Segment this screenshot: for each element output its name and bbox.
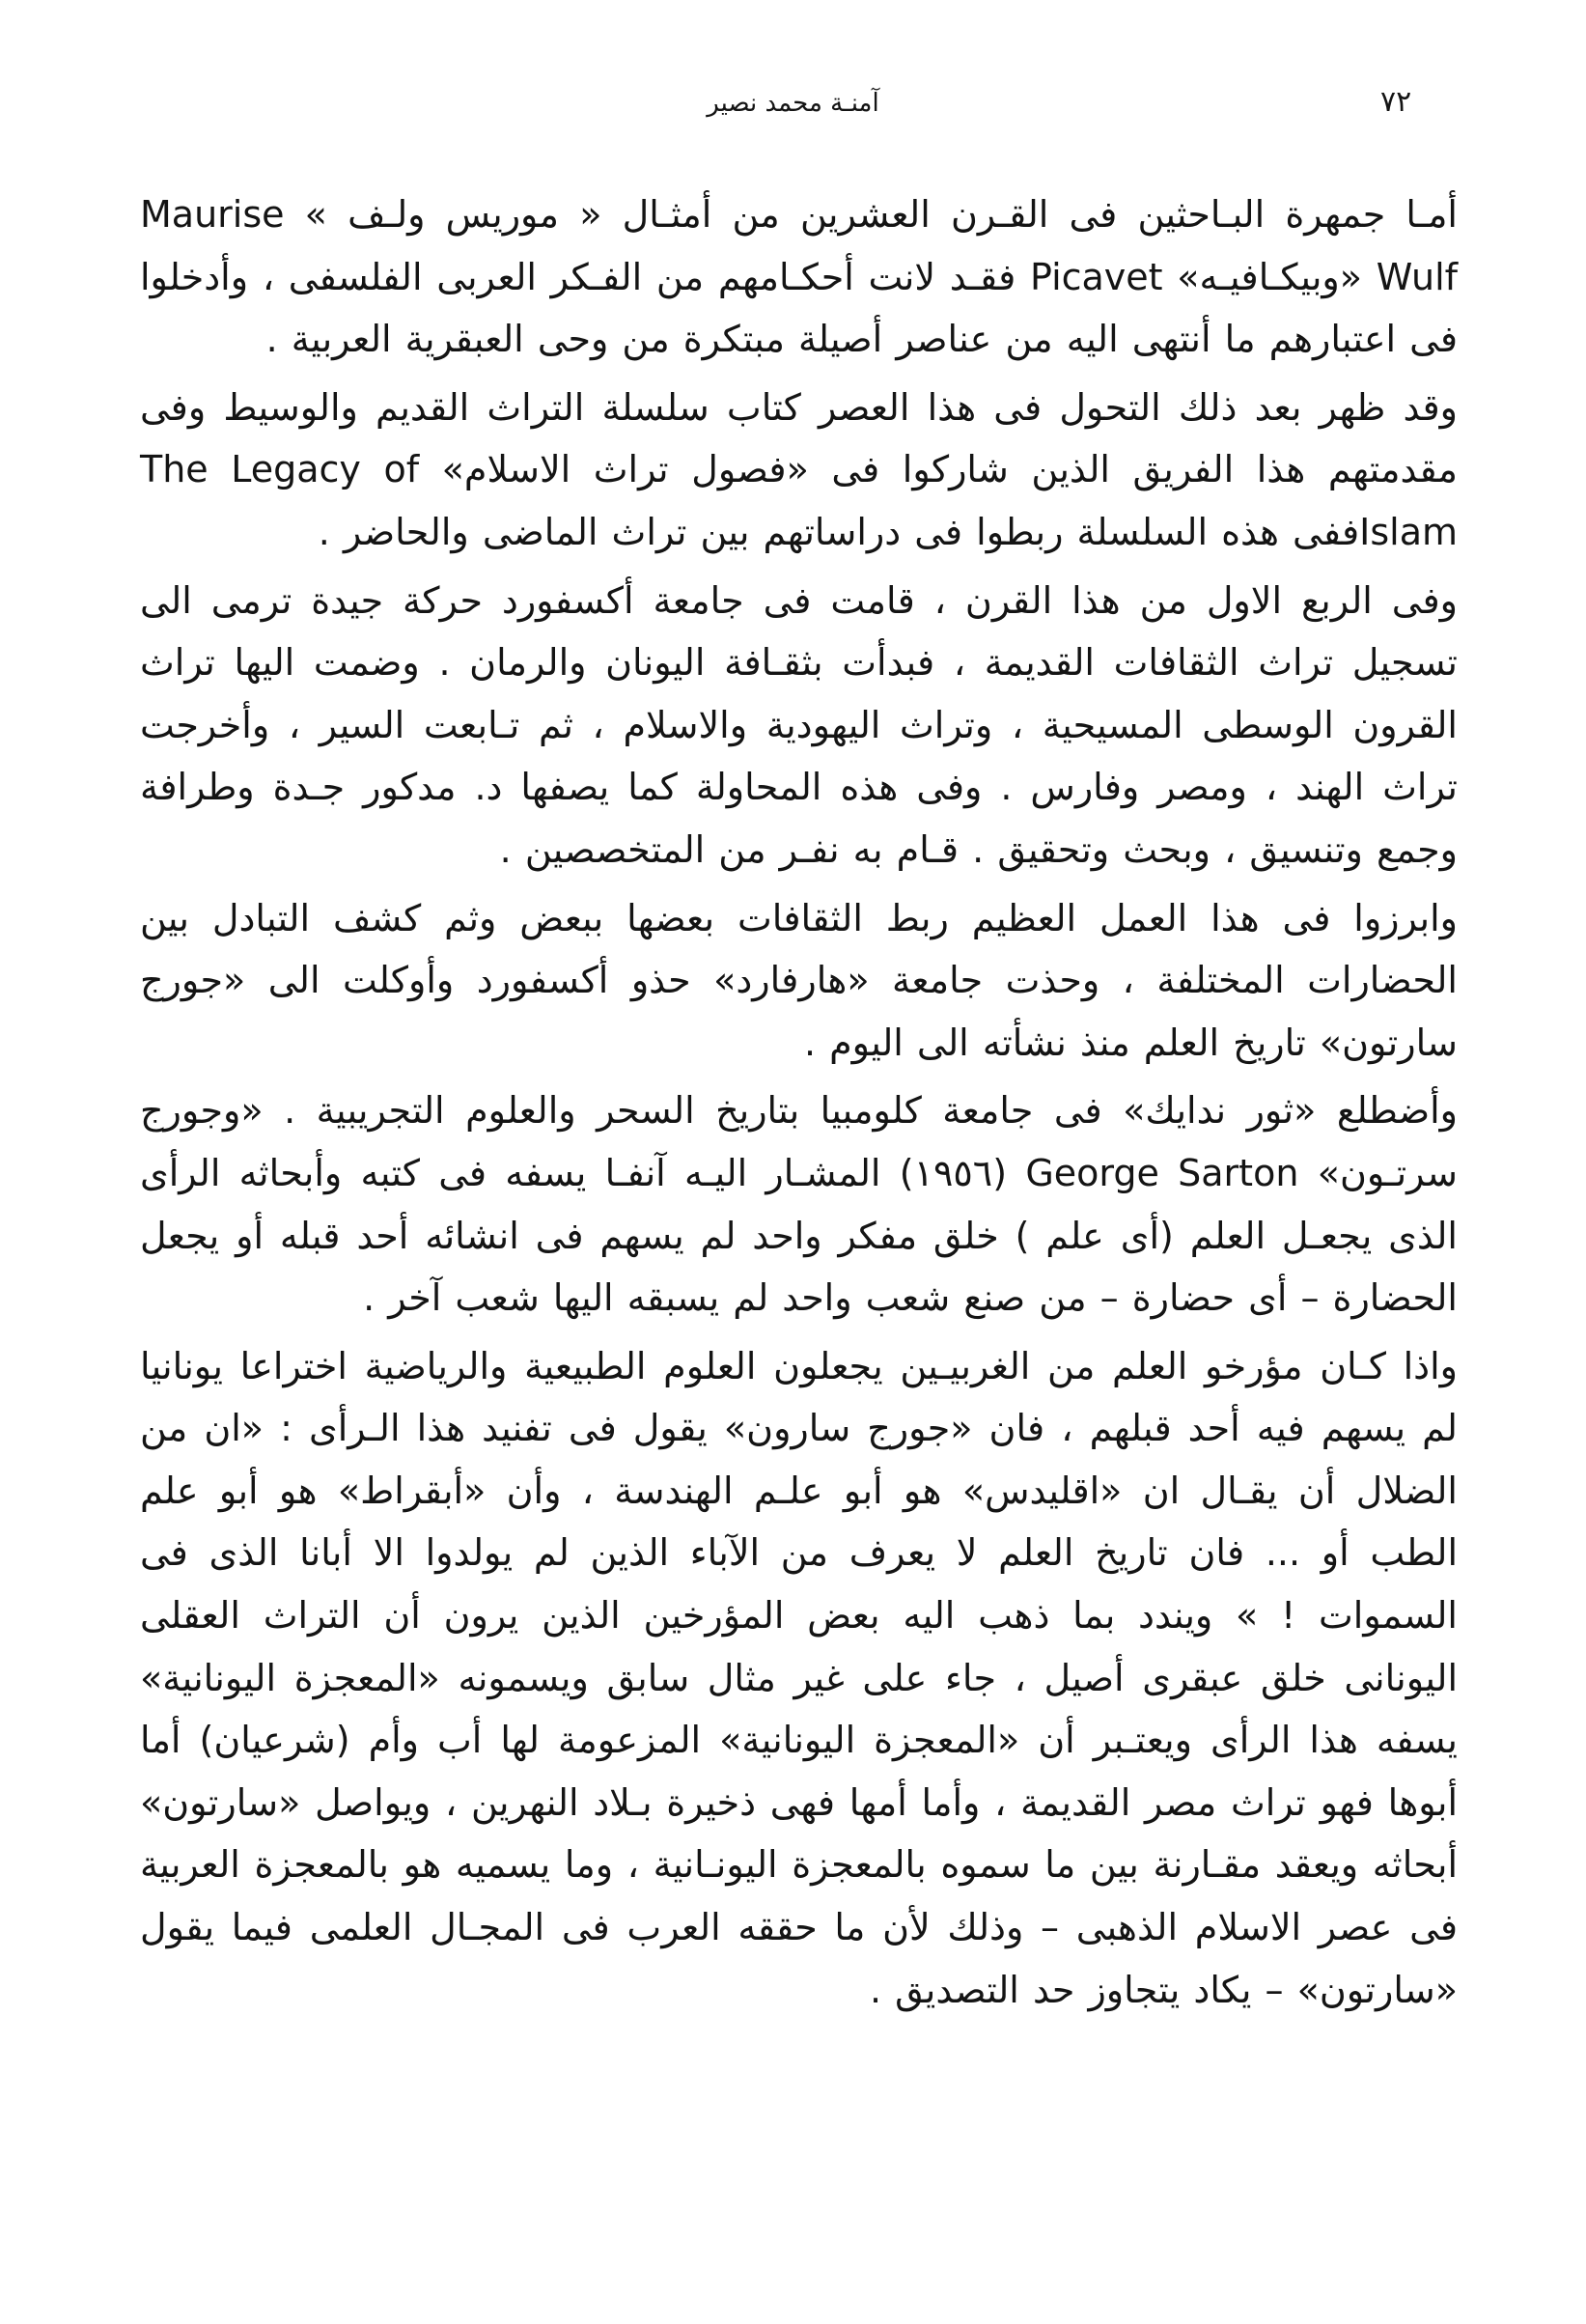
body-text bbox=[140, 183, 1458, 2027]
paragraph-2: وقد ظهر بعد ذلك التحول فى هذا العصر كتاب سلسلة التراث القديم والوسيط وفى مقدمتهم هذا الفريق الذين شاركوا فى «فصول تراث الاسلام» The Legacy of Islamففى هذه السلسلة ربطوا فى دراساتهم بين تراث الماضى والحاضر . bbox=[140, 385, 1458, 553]
paragraph-6: واذا كـان مؤرخو العلم من الغربيـين يجعلون العلوم الطبيعية والرياضية اختراعا يونانيا لم يسهم فيه أحد قبلهم ، فان «جورج سارون» يقول فى تفنيد هذا الـرأى : «ان من الضلال أن يقـال ان «اقليدس» هو أبو علـم الهندسة ، وأن «أبقراط» هو أبو علم الطب أو ... فان تاريخ العلم لا يعرف من الآباء الذين لم يولدوا الا أبانا الذى فى السموات ! » ويندد بما ذهب اليه بعض المؤرخين الذين يرون أن التراث العقلى اليونانى خلق عبقرى أصيل ، جاء على غير مثال سابق ويسمونه «المعجزة اليونانية» يسفه هذا الرأى ويعتـبر أن «المعجزة اليونانية» المزعومة لها أب وأم (شرعيان) أما أبوها فهو تراث مصر القديمة ، وأما أمها فهى ذخيرة بـلاد النهرين ، ويواصل «سارتون» أبحاثه ويعقد مقـارنة بين ما سموه بالمعجزة اليونـانية ، وما يسميه هو بالمعجزة العربية فى عصر الاسلام الذهبى – وذلك لأن ما حققه العرب فى المجـال العلمى فيما يقول «سارتون» – يكاد يتجاوز حد التصديق . bbox=[140, 1344, 1458, 2011]
paragraph-4: وابرزوا فى هذا العمل العظيم ربط الثقافات بعضها ببعض وثم كشف التبادل بين الحضارات المختلفة ، وحذت جامعة «هارفارد» حذو أكسفورد وأوكلت الى «جورج سارتون» تاريخ العلم منذ نشأته الى اليوم . bbox=[140, 896, 1458, 1064]
paragraph-1: أمـا جمهرة البـاحثين فى القـرن العشرين من أمثـال « موريس ولـف » Maurise Wulf «وبيكـافيـه» Picavet فقـد لانت أحكـامهم من الفـكر العربى الفلسفى ، وأدخلوا فى اعتبارهم ما أنتهى اليه من عناصر أصيلة مبتكرة من وحى العبقرية العربية . bbox=[140, 193, 1459, 361]
page-number: ٧٢ bbox=[1380, 85, 1412, 119]
author-name: آمنـة محمد نصير bbox=[707, 89, 879, 118]
paragraph-5: وأضطلع «ثور ندايك» فى جامعة كلومبيا بتاريخ السحر والعلوم التجريبية . «وجورج سرتـون» George Sarton (١٩٥٦) المشـار اليـه آنفـا يسفه فى كتبه وأبحاثه الرأى الذى يجعـل العلم (أى علم ) خلق مفكر واحد لم يسهم فى انشائه أحد قبله أو يجعل الحضارة – أى حضارة – من صنع شعب واحد لم يسبقه اليها شعب آخر . bbox=[140, 1089, 1458, 1320]
paragraph-3: وفى الربع الاول من هذا القرن ، قامت فى جامعة أكسفورد حركة جيدة ترمى الى تسجيل تراث الثقافات القديمة ، فبدأت بثقـافة اليونان والرمان . وضمت اليها تراث القرون الوسطى المسيحية ، وتراث اليهودية والاسلام ، ثم تـابعت السير ، وأخرجت تراث الهند ، ومصر وفارس . وفى هذه المحاولة كما يصفها د. مدكور جـدة وطرافة وجمع وتنسيق ، وبحث وتحقيق . قـام به نفـر من المتخصصين . bbox=[140, 578, 1458, 871]
